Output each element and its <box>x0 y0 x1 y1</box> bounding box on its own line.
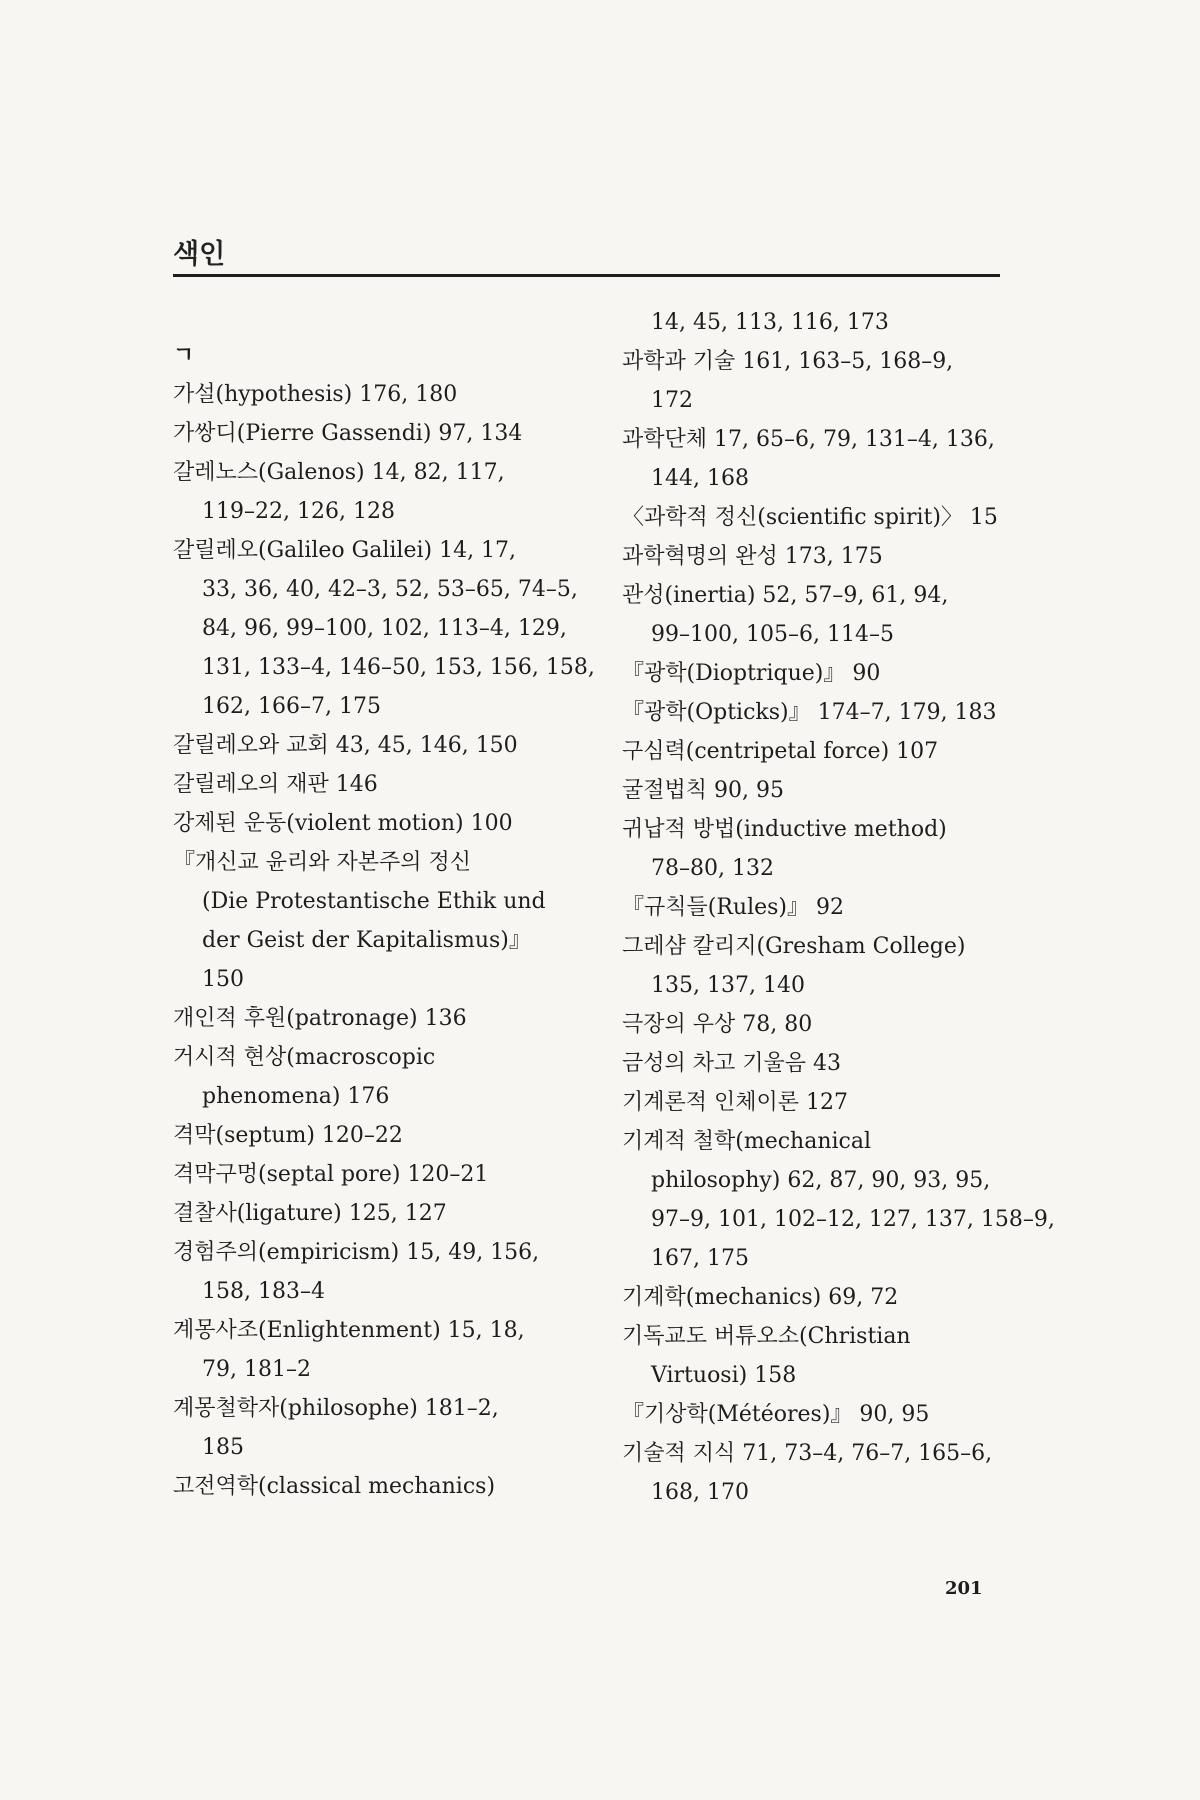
index-entry-line: 기계학(mechanics) 69, 72 <box>622 1285 899 1310</box>
index-entry-line: 경험주의(empiricism) 15, 49, 156, <box>173 1240 540 1265</box>
index-entry-line: phenomena) 176 <box>202 1084 390 1109</box>
index-entry-line: 『기상학(Météores)』 90, 95 <box>622 1402 930 1427</box>
index-entry-line: der Geist der Kapitalismus)』 <box>202 928 531 953</box>
index-entry-line: 『광학(Dioptrique)』 90 <box>622 661 881 686</box>
index-entry-line: 168, 170 <box>651 1480 749 1505</box>
index-entry-line: 기계적 철학(mechanical <box>622 1129 872 1154</box>
index-entry-line: 극장의 우상 78, 80 <box>622 1012 813 1037</box>
index-entry-line: 185 <box>202 1435 244 1460</box>
index-entry-line: 그레샴 칼리지(Gresham College) <box>622 934 966 959</box>
index-entry-line: 78–80, 132 <box>651 856 774 881</box>
index-entry-line: 기독교도 버튜오소(Christian <box>622 1324 911 1349</box>
index-entry-line: 갈릴레오의 재판 146 <box>173 772 378 797</box>
index-entry-line: 갈릴레오(Galileo Galilei) 14, 17, <box>173 538 517 563</box>
index-entry-line: Virtuosi) 158 <box>651 1363 797 1388</box>
index-entry-line: 〈과학적 정신(scientific spirit)〉 15 <box>622 505 998 530</box>
index-entry-line: 99–100, 105–6, 114–5 <box>651 622 894 647</box>
index-entry-line: (Die Protestantische Ethik und <box>202 889 546 914</box>
index-entry-line: 135, 137, 140 <box>651 973 805 998</box>
index-entry-line: 계몽사조(Enlightenment) 15, 18, <box>173 1318 525 1343</box>
index-entry-line: 개인적 후원(patronage) 136 <box>173 1006 467 1031</box>
page-title: 색인 <box>173 239 226 270</box>
index-entry-line: 172 <box>651 388 693 413</box>
index-entry-line: 158, 183–4 <box>202 1279 325 1304</box>
index-entry-line: 119–22, 126, 128 <box>202 499 395 524</box>
index-entry-line: 결찰사(ligature) 125, 127 <box>173 1201 447 1226</box>
index-entry-line: 167, 175 <box>651 1246 749 1271</box>
index-entry-line: 고전역학(classical mechanics) <box>173 1474 496 1499</box>
index-entry-line: 강제된 운동(violent motion) 100 <box>173 811 513 836</box>
index-entry-line: 가쌍디(Pierre Gassendi) 97, 134 <box>173 421 523 446</box>
index-entry-line: 거시적 현상(macroscopic <box>173 1045 436 1070</box>
index-entry-line: 과학단체 17, 65–6, 79, 131–4, 136, <box>622 427 995 452</box>
left-entry-list <box>173 375 595 1506</box>
index-entry-line: 84, 96, 99–100, 102, 113–4, 129, <box>202 616 567 641</box>
index-entry-line: philosophy) 62, 87, 90, 93, 95, <box>651 1168 991 1193</box>
right-entry-list <box>622 303 1055 1512</box>
index-entry-line: 관성(inertia) 52, 57–9, 61, 94, <box>622 583 949 608</box>
index-entry-line: 『광학(Opticks)』 174–7, 179, 183 <box>622 700 997 725</box>
index-entry-line: 계몽철학자(philosophe) 181–2, <box>173 1396 499 1421</box>
index-entry-line: 가설(hypothesis) 176, 180 <box>173 382 458 407</box>
left-column <box>173 336 595 1506</box>
index-entry-line: 굴절법칙 90, 95 <box>622 778 784 803</box>
title-rule <box>173 274 1000 277</box>
index-entry-line: 구심력(centripetal force) 107 <box>622 739 939 764</box>
index-entry-line: 33, 36, 40, 42–3, 52, 53–65, 74–5, <box>202 577 578 602</box>
index-entry-line: 150 <box>202 967 244 992</box>
index-entry-line: 14, 45, 113, 116, 173 <box>651 310 889 335</box>
index-entry-line: 갈레노스(Galenos) 14, 82, 117, <box>173 460 505 485</box>
index-entry-line: 격막구멍(septal pore) 120–21 <box>173 1162 489 1187</box>
index-entry-line: 기계론적 인체이론 127 <box>622 1090 848 1115</box>
index-entry-line: 과학과 기술 161, 163–5, 168–9, <box>622 349 954 374</box>
index-entry-line: 79, 181–2 <box>202 1357 311 1382</box>
index-entry-line: 귀납적 방법(inductive method) <box>622 817 947 842</box>
index-entry-line: 『규칙들(Rules)』 92 <box>622 895 844 920</box>
right-column <box>622 303 1055 1512</box>
index-entry-line: 162, 166–7, 175 <box>202 694 381 719</box>
index-entry-line: 『개신교 윤리와 자본주의 정신 <box>173 850 472 875</box>
index-entry-line: 131, 133–4, 146–50, 153, 156, 158, <box>202 655 595 680</box>
index-entry-line: 과학혁명의 완성 173, 175 <box>622 544 883 569</box>
page-number: 201 <box>945 1578 983 1599</box>
index-entry-line: 갈릴레오와 교회 43, 45, 146, 150 <box>173 733 518 758</box>
index-entry-line: 144, 168 <box>651 466 749 491</box>
index-entry-line: 격막(septum) 120–22 <box>173 1123 403 1148</box>
index-entry-line: 기술적 지식 71, 73–4, 76–7, 165–6, <box>622 1441 993 1466</box>
section-letter: ㄱ <box>173 343 195 368</box>
index-entry-line: 금성의 차고 기울음 43 <box>622 1051 841 1076</box>
index-entry-line: 97–9, 101, 102–12, 127, 137, 158–9, <box>651 1207 1055 1232</box>
